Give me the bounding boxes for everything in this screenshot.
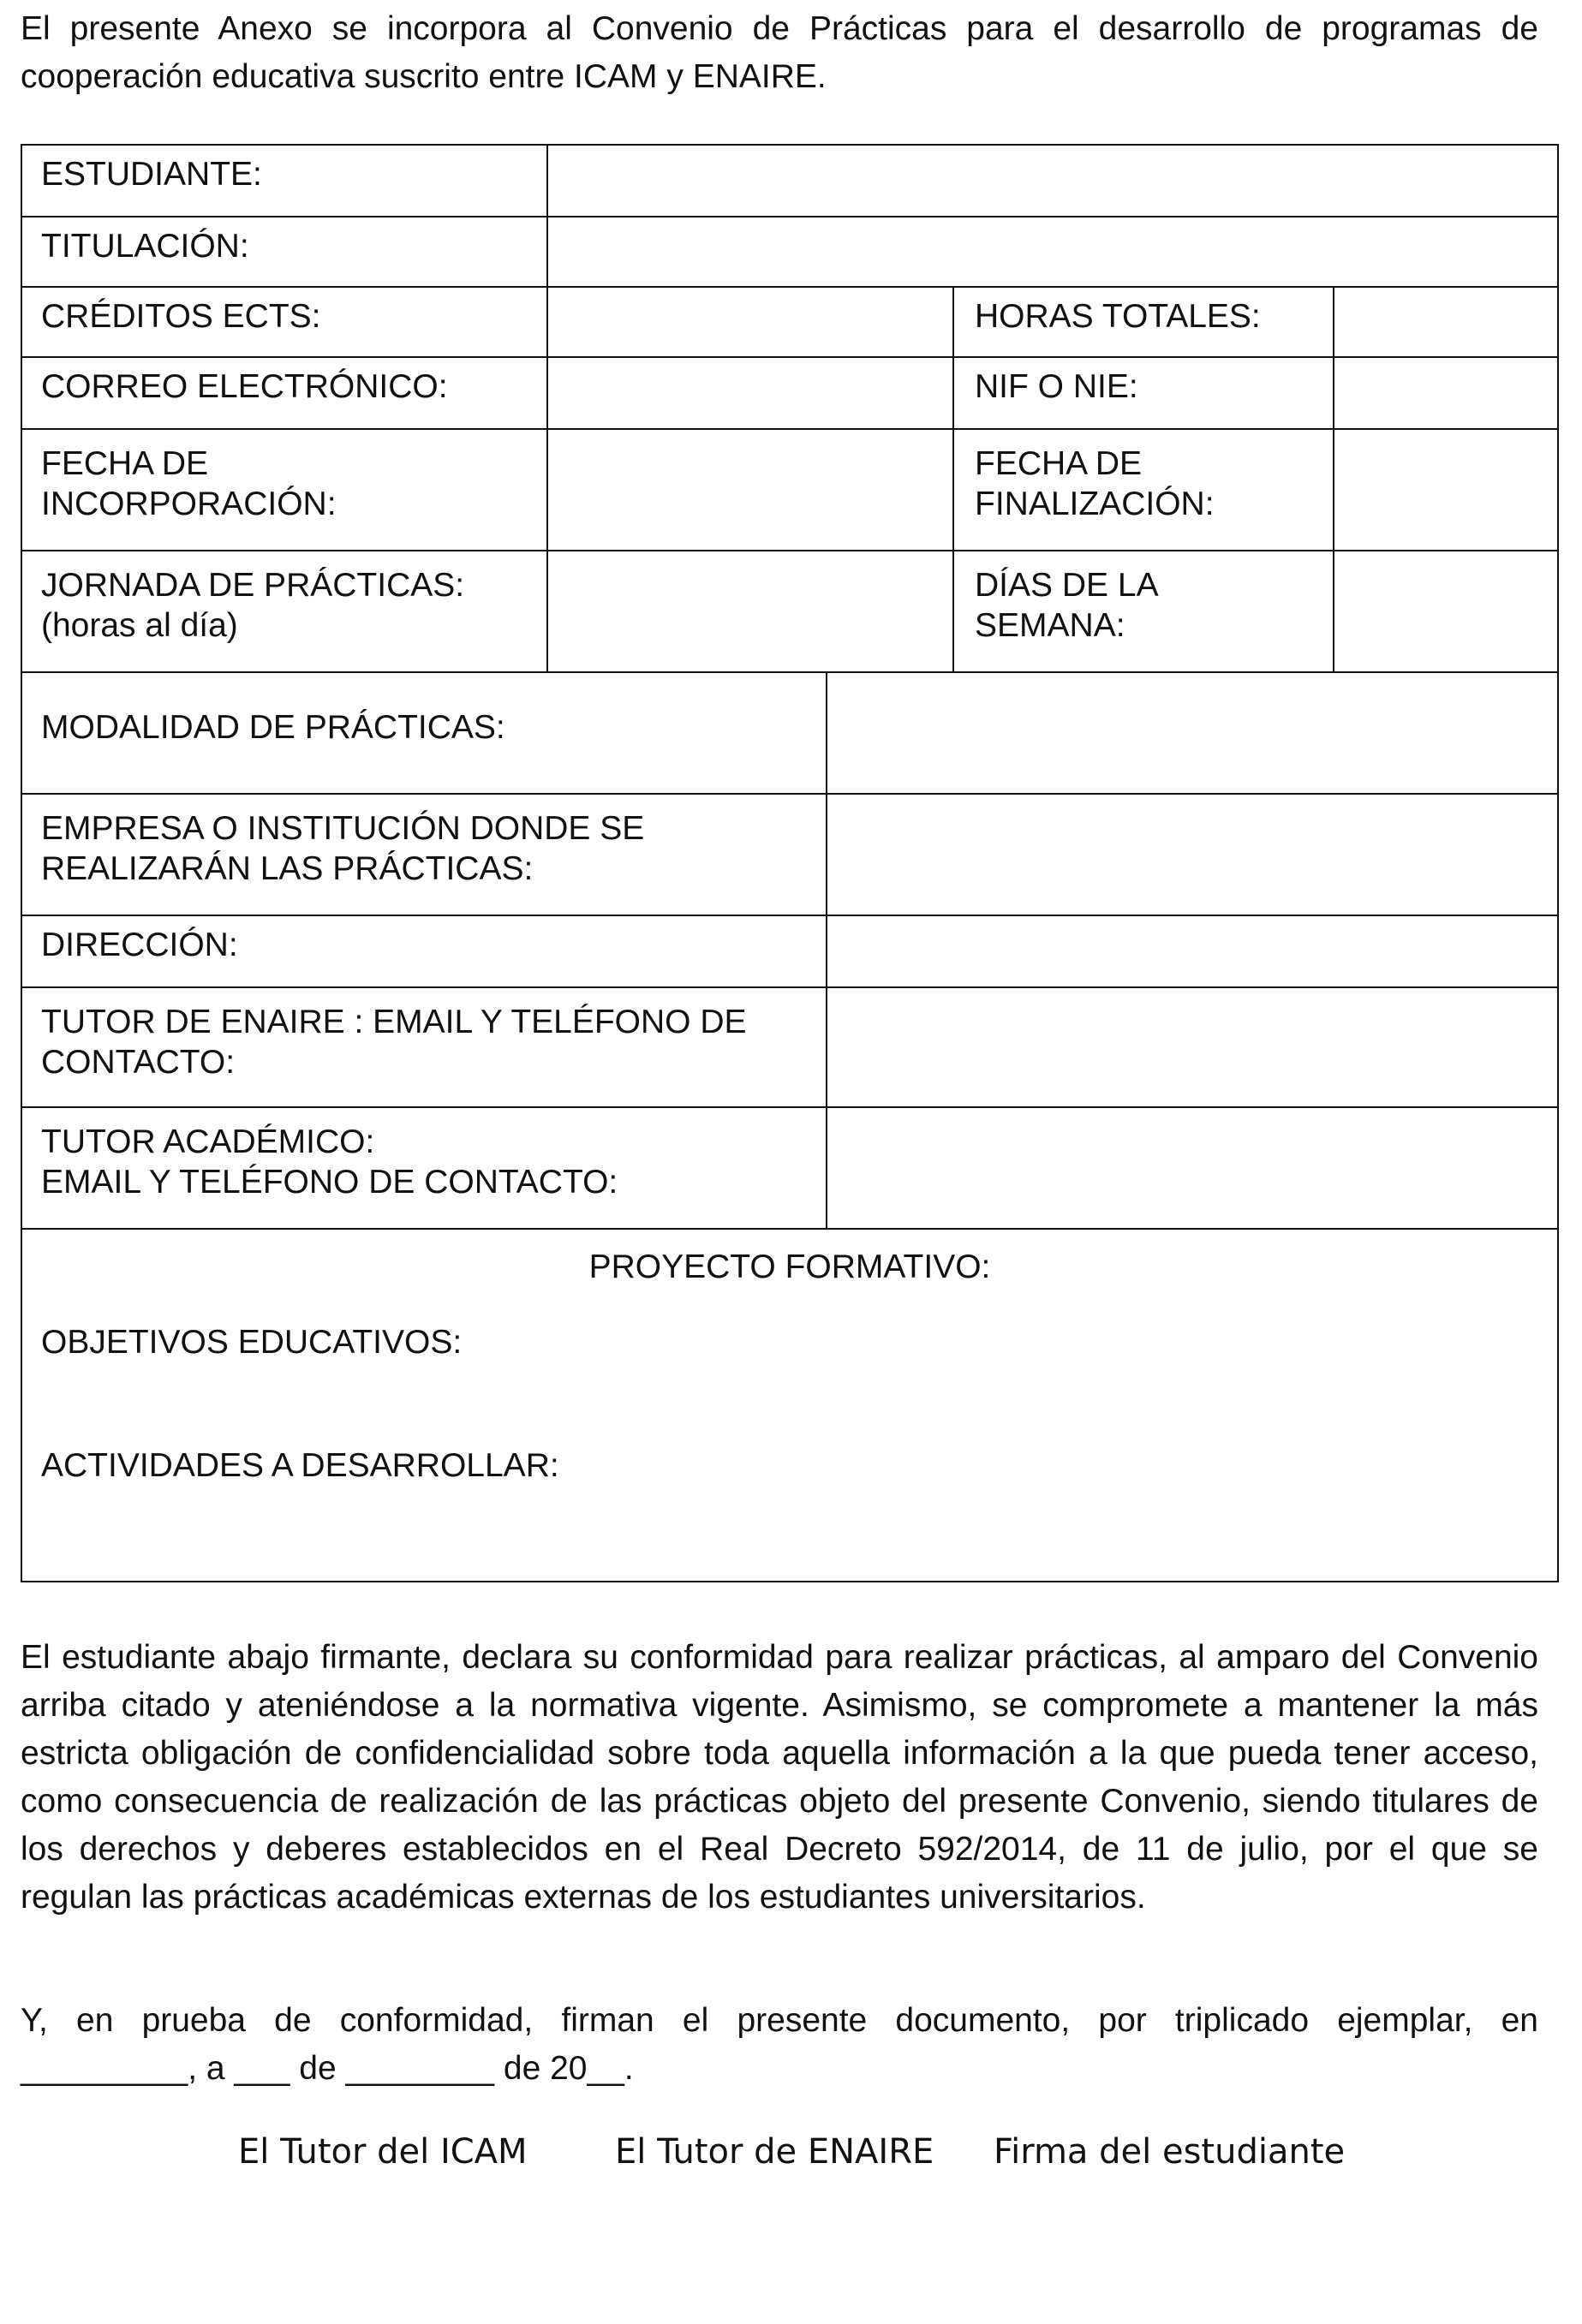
label-creditos: CRÉDITOS ECTS:	[41, 298, 321, 335]
field-correo[interactable]	[548, 356, 952, 428]
label-dias-semana: DÍAS DE LA SEMANA:	[975, 567, 1159, 644]
practicas-form-table	[21, 144, 1559, 1582]
intro-paragraph: El presente Anexo se incorpora al Convenio de Prácticas para el desarrollo de programas de cooperación educativa suscrito entre ICAM y ENAIRE.	[21, 10, 1538, 95]
proyecto-formativo-heading: PROYECTO FORMATIVO:	[588, 1248, 991, 1285]
label-modalidad: MODALIDAD DE PRÁCTICAS:	[41, 709, 505, 746]
label-objetivos: OBJETIVOS EDUCATIVOS:	[41, 1324, 463, 1361]
field-empresa[interactable]	[827, 793, 1557, 915]
label-jornada: JORNADA DE PRÁCTICAS: (horas al día)	[41, 567, 465, 644]
field-fecha-finalizacion[interactable]	[1334, 428, 1557, 550]
field-nif[interactable]	[1334, 356, 1557, 428]
label-estudiante: ESTUDIANTE:	[41, 156, 262, 193]
field-horas-totales[interactable]	[1334, 286, 1557, 356]
declaration-paragraph: El estudiante abajo firmante, declara su conformidad para realizar prácticas, al amparo del Convenio arriba citado y ateniéndose a la normativa vigente. Asimismo, se compromete a mantener la más estricta obligación de confidencialidad sobre toda aquella información a la que pueda tener acceso, como consecuencia de realización de las prácticas objeto del presente Convenio, siendo titulares de los derechos y deberes establecidos en el Real Decreto 592/2014, de 11 de julio, por el que se regulan las prácticas académicas externas de los estudiantes universitarios.	[21, 1639, 1538, 1916]
field-fecha-incorporacion[interactable]	[548, 428, 952, 550]
label-direccion: DIRECCIÓN:	[41, 927, 238, 963]
signature-estudiante: Firma del estudiante	[994, 2132, 1346, 2172]
label-empresa: EMPRESA O INSTITUCIÓN DONDE SE REALIZARÁN LAS PRÁCTICAS:	[41, 810, 645, 887]
closing-paragraph	[21, 1997, 1538, 2093]
label-fecha-incorporacion: FECHA DE INCORPORACIÓN:	[41, 445, 337, 522]
label-nif: NIF O NIE:	[975, 368, 1138, 405]
closing-text: Y, en prueba de conformidad, firman el presente documento, por triplicado ejemplar, en	[21, 2002, 1538, 2039]
closing-date-line: _________, a ___ de ________ de 20__.	[21, 2050, 634, 2087]
field-modalidad[interactable]	[827, 671, 1557, 793]
field-dias-semana[interactable]	[1334, 550, 1557, 671]
signature-enaire: El Tutor de ENAIRE	[615, 2132, 934, 2172]
field-tutor-academico[interactable]	[827, 1106, 1557, 1228]
label-horas-totales: HORAS TOTALES:	[975, 298, 1261, 335]
label-fecha-finalizacion: FECHA DE FINALIZACIÓN:	[975, 445, 1215, 522]
label-tutor-enaire: TUTOR DE ENAIRE : EMAIL Y TELÉFONO DE CONTACTO:	[41, 1004, 747, 1081]
label-titulacion: TITULACIÓN:	[41, 228, 249, 265]
field-direccion[interactable]	[827, 915, 1557, 986]
label-correo: CORREO ELECTRÓNICO:	[41, 368, 448, 405]
signature-icam: El Tutor del ICAM	[238, 2132, 528, 2172]
label-tutor-academico: TUTOR ACADÉMICO: EMAIL Y TELÉFONO DE CONTACTO:	[41, 1123, 618, 1201]
field-creditos[interactable]	[548, 286, 952, 356]
label-actividades: ACTIVIDADES A DESARROLLAR:	[41, 1447, 559, 1484]
field-estudiante[interactable]	[548, 144, 1557, 216]
field-tutor-enaire[interactable]	[827, 986, 1557, 1106]
field-jornada[interactable]	[548, 550, 952, 671]
field-titulacion[interactable]	[548, 216, 1557, 286]
